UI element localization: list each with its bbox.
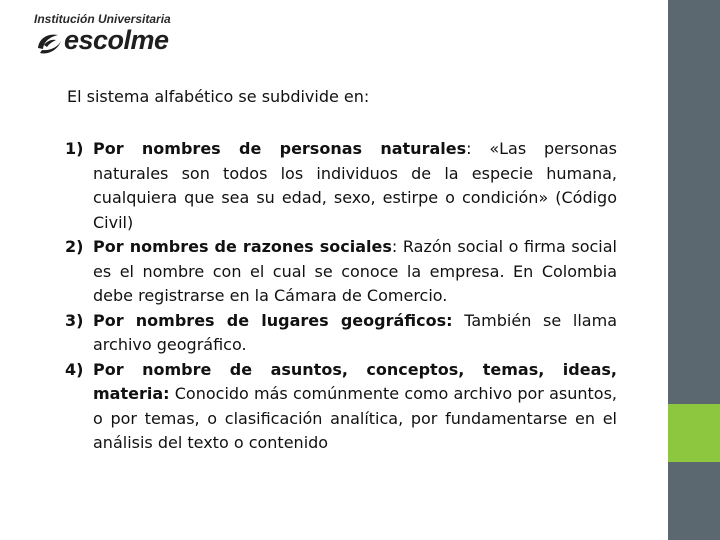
escolme-logo	[34, 12, 234, 62]
list-item	[65, 137, 617, 235]
item-text: Conocido más comúnmente como archivo por asuntos, o por temas, o clasificación analítica, por fundamentarse en el análisis del texto o contenido	[93, 384, 617, 452]
list-item	[65, 309, 617, 358]
item-heading: Por nombres de personas naturales	[93, 139, 467, 158]
intro-text: El sistema alfabético se subdivide en:	[67, 87, 370, 106]
item-number: 4)	[65, 359, 84, 379]
logo-institution-text: Institución Universitaria	[34, 12, 171, 26]
green-accent-block	[668, 404, 720, 462]
subdivision-list	[65, 137, 617, 456]
item-heading: Por nombres de razones sociales	[93, 237, 392, 256]
logo-wordmark: escolme	[64, 25, 169, 55]
item-separator: :	[391, 237, 398, 256]
item-separator: :	[466, 139, 472, 158]
item-text: También se llama archivo geográfico.	[93, 310, 618, 354]
list-item	[65, 358, 617, 456]
item-number: 2)	[65, 237, 84, 256]
item-number: 1)	[65, 139, 84, 158]
item-number: 3)	[65, 310, 84, 330]
item-text: «Las personas naturales son todos los individuos de la especie humana, cualquiera que sea su edad, sexo, estirpe o condición» (Código Civil)	[93, 139, 617, 232]
item-heading: Por nombre de asuntos, conceptos, temas, ideas, materia:	[93, 359, 617, 403]
escolme-swoosh-icon	[34, 28, 64, 58]
list-item	[65, 235, 617, 309]
item-text: Razón social o firma social es el nombre con el cual se conoce la empresa. En Colombia debe registrarse en la Cámara de Comercio.	[93, 237, 617, 305]
item-heading: Por nombres de lugares geográficos:	[93, 310, 453, 330]
